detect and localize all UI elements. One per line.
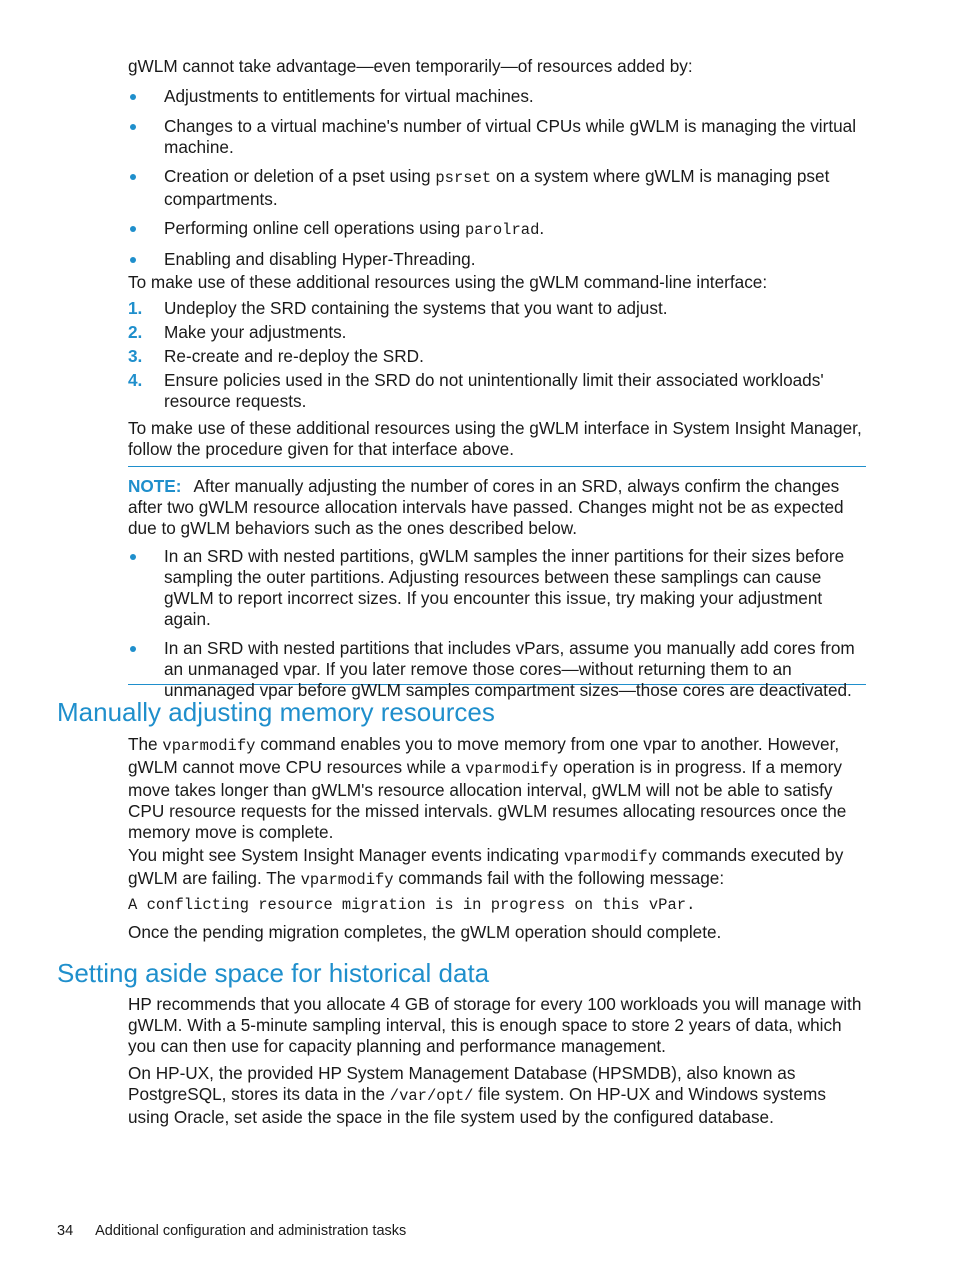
error-message: A conflicting resource migration is in progress on this vPar. (128, 896, 696, 914)
list-item: 2. Make your adjustments. (128, 322, 347, 342)
section-heading-historical: Setting aside space for historical data (57, 958, 490, 988)
list-item: Adjustments to entitlements for virtual machines. (128, 86, 868, 107)
list-item: In an SRD with nested partitions that includes vPars, assume you manually add cores from an unmanaged vpar. If you later remove those cores—without returning them to an unmanaged vpar before gWLM samples compartment sizes—those cores are deactivated. (128, 638, 868, 701)
intro-lead: gWLM cannot take advantage—even temporarily—of resources added by: (128, 56, 693, 76)
bullet-icon (130, 257, 136, 263)
memory-paragraph-1: The vparmodify command enables you to move memory from one vpar to another. However, gWLM cannot move CPU resources while a vparmodify operation is in progress. If a memory move takes longer than gWLM's resource allocation interval, gWLM will not be able to satisfy CPU resource requests for the missed intervals. gWLM resumes allocating resources once the memory move is complete. (128, 734, 847, 842)
page-number: 34 (57, 1223, 74, 1239)
cli-lead: To make use of these additional resources using the gWLM command-line interface: (128, 272, 768, 292)
command-vparmodify: vparmodify (162, 737, 256, 755)
list-item: Performing online cell operations using parolrad. (128, 218, 868, 241)
note-paragraph: NOTE: After manually adjusting the number of cores in an SRD, always confirm the changes after two gWLM resource allocation intervals have passed. Changes might not be as expected due to gWLM behaviors such as the ones described below. (128, 476, 844, 538)
bullet-icon (130, 226, 136, 232)
list-item: Changes to a virtual machine's number of virtual CPUs while gWLM is managing the virtual machine. (128, 116, 868, 158)
bullet-icon (130, 174, 136, 180)
step-number: 4. (128, 370, 143, 390)
page-footer (57, 1222, 406, 1240)
memory-paragraph-2: You might see System Insight Manager events indicating vparmodify commands executed by gWLM are failing. The vparmodify commands fail with the following message: (128, 845, 844, 889)
path-var-opt: /var/opt/ (389, 1087, 474, 1105)
memory-paragraph-3: Once the pending migration completes, the gWLM operation should complete. (128, 922, 722, 942)
historical-paragraph-1: HP recommends that you allocate 4 GB of storage for every 100 workloads you will manage with gWLM. With a 5-minute sampling interval, this is enough space to store 2 years of data, which you can then use for capacity planning and performance management. (128, 994, 862, 1056)
command-parolrad: parolrad (464, 221, 540, 239)
bullet-icon (130, 124, 136, 130)
list-item: 3. Re-create and re-deploy the SRD. (128, 346, 424, 366)
note-bullet-list (128, 546, 868, 701)
list-item: Creation or deletion of a pset using psrset on a system where gWLM is managing pset compartments. (128, 166, 868, 210)
list-item: 4. Ensure policies used in the SRD do not unintentionally limit their associated workloads' resource requests. (128, 370, 824, 411)
bullet-icon (130, 646, 136, 652)
step-number: 1. (128, 298, 143, 318)
list-item: Enabling and disabling Hyper-Threading. (128, 249, 868, 270)
bullet-icon (130, 554, 136, 560)
section-heading-memory: Manually adjusting memory resources (57, 697, 495, 727)
list-item: 1. Undeploy the SRD containing the systems that you want to adjust. (128, 298, 668, 318)
step-number: 2. (128, 322, 143, 342)
list-item: In an SRD with nested partitions, gWLM samples the inner partitions for their sizes before sampling the outer partitions. Adjusting resources between these samplings can cause gWLM to report incorrect sizes. If you encounter this issue, try making your adjustment again. (128, 546, 868, 630)
command-psrset: psrset (435, 169, 492, 187)
intro-bullet-list (128, 86, 868, 270)
sim-paragraph: To make use of these additional resources using the gWLM interface in System Insight Manager, follow the procedure given for that interface above. (128, 418, 862, 459)
note-box (128, 466, 866, 700)
bullet-icon (130, 94, 136, 100)
command-vparmodify: vparmodify (563, 848, 657, 866)
note-label: NOTE: (128, 476, 182, 496)
footer-title: Additional configuration and administration tasks (95, 1223, 407, 1239)
cli-steps-list (128, 298, 868, 412)
step-number: 3. (128, 346, 143, 366)
command-vparmodify: vparmodify (300, 871, 394, 889)
historical-paragraph-2: On HP-UX, the provided HP System Management Database (HPSMDB), also known as PostgreSQL, stores its data in the /var/opt/ file system. On HP-UX and Windows systems using Oracle, set aside the space in the file system used by the configured database. (128, 1063, 826, 1127)
command-vparmodify: vparmodify (465, 760, 559, 778)
